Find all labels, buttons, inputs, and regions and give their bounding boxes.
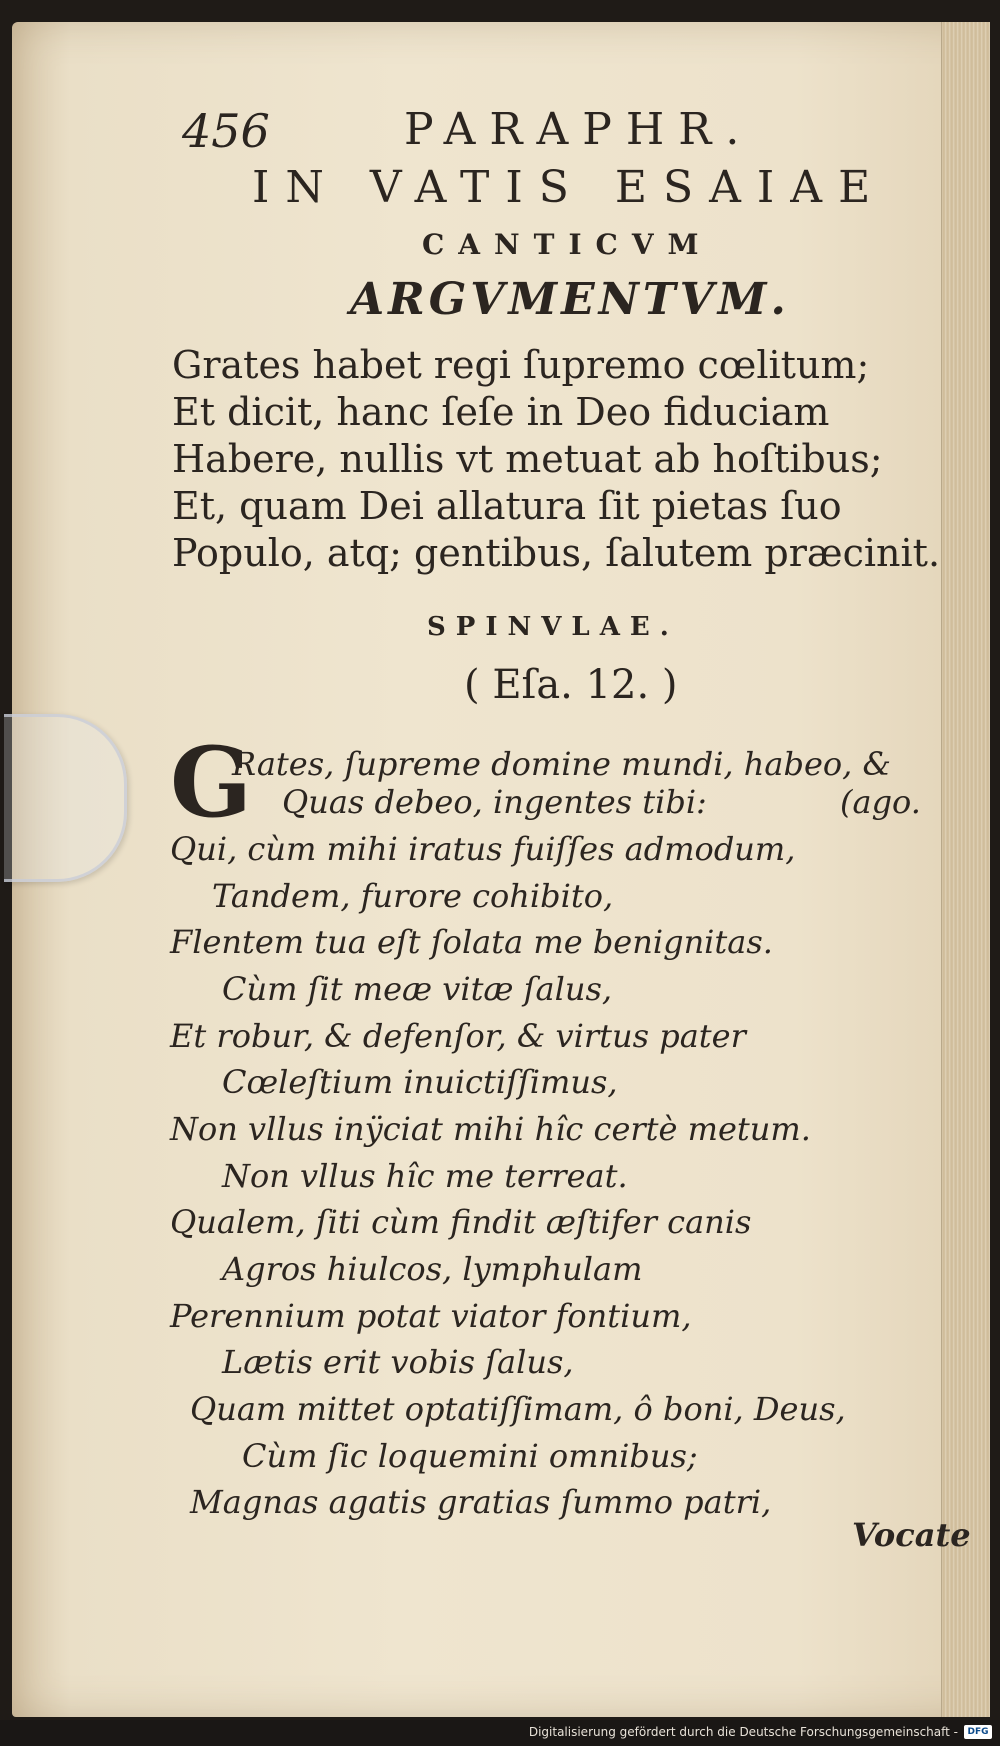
verse-line: Cœleſtium inuictiſſimus, xyxy=(222,1063,618,1101)
running-head: PARAPHR. xyxy=(404,104,754,155)
funding-credit: Digitalisierung gefördert durch die Deutsche Forschungsgemeinschaft - xyxy=(528,1725,958,1739)
page-title: IN VATIS ESAIAE xyxy=(252,162,887,213)
page-header xyxy=(182,104,922,164)
verse-line: Perennium potat viator fontium, xyxy=(170,1297,692,1335)
verse-line: Et robur, & defenſor, & virtus pater xyxy=(170,1017,746,1055)
page-number: 456 xyxy=(182,104,270,158)
argument-line: Populo, atq; gentibus, ſalutem præcinit. xyxy=(172,531,941,575)
drop-cap: G xyxy=(170,726,252,839)
dfg-logo: DFG xyxy=(964,1725,992,1739)
footer-bar xyxy=(0,1720,1000,1746)
catchword: Vocate xyxy=(852,1516,971,1554)
argument-line: Habere, nullis vt metuat ab hoſtibus; xyxy=(172,437,883,481)
section-heading: SPINVLAE. xyxy=(427,612,679,642)
argument-line: Grates habet regi ſupremo cœlitum; xyxy=(172,343,870,387)
verse-line: Non vllus inÿciat mihi hîc certè metum. xyxy=(170,1110,811,1148)
verse-line: Magnas agatis gratias ſummo patri, xyxy=(190,1483,772,1521)
verse-line: Agros hiulcos, lymphulam xyxy=(222,1250,643,1288)
verse-line: Quam mittet optatiſſimam, ô boni, Deus, xyxy=(190,1390,846,1428)
paper-clip xyxy=(4,714,127,882)
argument-heading: ARGVMENTVM. xyxy=(350,274,790,325)
verse-line: (ago. xyxy=(840,783,921,821)
verse-line: Cùm ſit meæ vitæ ſalus, xyxy=(222,970,613,1008)
argument-text xyxy=(172,342,962,577)
verse-line: Lætis erit vobis ſalus, xyxy=(222,1343,574,1381)
verse-line: Quas debeo, ingentes tibi: xyxy=(282,783,707,821)
verse-line: Qualem, ſiti cùm findit æſtifer canis xyxy=(170,1203,752,1241)
scripture-reference: ( Eſa. 12. ) xyxy=(464,662,678,708)
argument-line: Et, quam Dei allatura ſit pietas ſuo xyxy=(172,484,842,528)
argument-line: Et dicit, hanc ſeſe in Deo fiduciam xyxy=(172,390,830,434)
page-subtitle: CANTICVM xyxy=(422,228,713,261)
verse-line: Qui, cùm mihi iratus fuiſſes admodum, xyxy=(170,830,796,868)
verse-line: Tandem, furore cohibito, xyxy=(212,877,614,915)
verse-line: Rates, ſupreme domine mundi, habeo, & xyxy=(232,745,891,783)
verse-line: Non vllus hîc me terreat. xyxy=(222,1157,628,1195)
verse-line: Flentem tua eſt ſolata me benignitas. xyxy=(170,923,773,961)
book-page xyxy=(12,22,990,1717)
verse-line: Cùm ſic loquemini omnibus; xyxy=(242,1437,698,1475)
page-edges xyxy=(941,22,990,1717)
